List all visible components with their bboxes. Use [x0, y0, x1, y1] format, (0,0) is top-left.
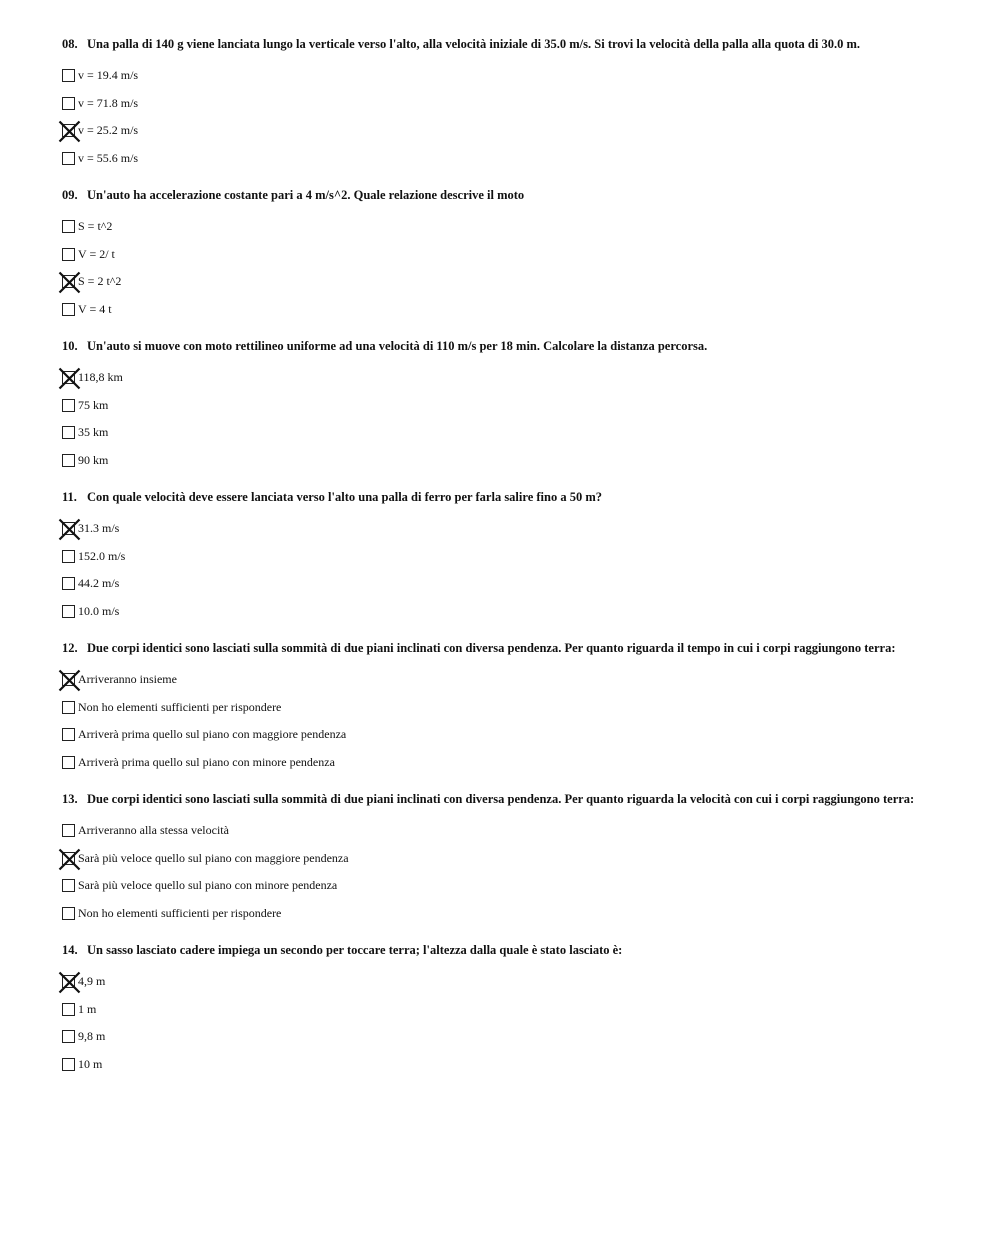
- question-block: [62, 640, 982, 776]
- x-mark-icon: [58, 120, 81, 143]
- question-block: [62, 791, 982, 927]
- x-mark-icon: [58, 271, 81, 294]
- option-label: v = 25.2 m/s: [78, 123, 139, 138]
- checkbox[interactable]: [62, 248, 75, 261]
- answer-option[interactable]: [62, 364, 982, 392]
- answer-option[interactable]: [62, 117, 982, 145]
- checkbox[interactable]: [62, 1003, 75, 1016]
- answer-option[interactable]: [62, 817, 982, 845]
- checkbox[interactable]: [62, 426, 75, 439]
- option-label: 44.2 m/s: [78, 576, 120, 591]
- option-label: 90 km: [78, 453, 109, 468]
- option-label: Non ho elementi sufficienti per rispondere: [78, 906, 282, 921]
- question-number: 08.: [62, 37, 78, 51]
- option-label: 118,8 km: [78, 370, 123, 385]
- checkbox[interactable]: [62, 454, 75, 467]
- answer-option[interactable]: [62, 749, 982, 777]
- question-block: [62, 942, 982, 1078]
- answer-option[interactable]: [62, 241, 982, 269]
- checkbox-checked[interactable]: [62, 522, 75, 535]
- checkbox-checked[interactable]: [62, 975, 75, 988]
- option-label: 10 m: [78, 1057, 103, 1072]
- checkbox-checked[interactable]: [62, 124, 75, 137]
- checkbox[interactable]: [62, 399, 75, 412]
- option-label: V = 4 t: [78, 302, 112, 317]
- option-label: Arriveranno alla stessa velocità: [78, 823, 229, 838]
- checkbox[interactable]: [62, 550, 75, 563]
- answer-option[interactable]: [62, 62, 982, 90]
- answer-option[interactable]: [62, 419, 982, 447]
- x-mark-icon: [58, 971, 81, 994]
- question-number: 11.: [62, 490, 77, 504]
- x-mark-icon: [58, 669, 81, 692]
- option-label: v = 19.4 m/s: [78, 68, 139, 83]
- option-label: Arriverà prima quello sul piano con minore pendenza: [78, 755, 335, 770]
- checkbox[interactable]: [62, 69, 75, 82]
- option-label: Sarà più veloce quello sul piano con maggiore pendenza: [78, 850, 349, 865]
- answer-option[interactable]: [62, 515, 982, 543]
- question-number: 10.: [62, 339, 78, 353]
- question-text: Un sasso lasciato cadere impiega un secondo per toccare terra; l'altezza dalla quale è stato lasciato è:: [87, 943, 623, 957]
- x-mark-icon: [58, 518, 81, 541]
- checkbox[interactable]: [62, 303, 75, 316]
- answer-option[interactable]: [62, 872, 982, 900]
- answer-option[interactable]: [62, 996, 982, 1024]
- answer-option[interactable]: [62, 900, 982, 928]
- checkbox[interactable]: [62, 879, 75, 892]
- answer-options: [62, 213, 982, 323]
- checkbox[interactable]: [62, 97, 75, 110]
- option-label: Sarà più veloce quello sul piano con minore pendenza: [78, 878, 338, 893]
- answer-option[interactable]: [62, 296, 982, 324]
- option-label: V = 2/ t: [78, 246, 115, 261]
- option-label: 1 m: [78, 1001, 97, 1016]
- question-block: [62, 489, 982, 625]
- answer-option[interactable]: [62, 90, 982, 118]
- answer-option[interactable]: [62, 145, 982, 173]
- checkbox[interactable]: [62, 907, 75, 920]
- option-label: 35 km: [78, 425, 109, 440]
- answer-option[interactable]: [62, 447, 982, 475]
- question-header: [62, 640, 982, 656]
- question-header: [62, 36, 982, 52]
- answer-option[interactable]: [62, 268, 982, 296]
- question-text: Due corpi identici sono lasciati sulla sommità di due piani inclinati con diversa pendenza. Per quanto riguarda il tempo in cui i corpi raggiungono terra:: [87, 641, 896, 655]
- checkbox[interactable]: [62, 605, 75, 618]
- option-label: 9,8 m: [78, 1029, 106, 1044]
- question-number: 09.: [62, 188, 78, 202]
- checkbox[interactable]: [62, 756, 75, 769]
- question-text: Un'auto ha accelerazione costante pari a 4 m/s^2. Quale relazione descrive il moto: [87, 188, 525, 202]
- question-number: 13.: [62, 792, 78, 806]
- option-label: 10.0 m/s: [78, 604, 120, 619]
- question-header: [62, 187, 982, 203]
- checkbox[interactable]: [62, 152, 75, 165]
- question-text: Una palla di 140 g viene lanciata lungo la verticale verso l'alto, alla velocità iniziale di 35.0 m/s. Si trovi la velocità della palla alla quota di 30.0 m.: [87, 37, 861, 51]
- question-header: [62, 338, 982, 354]
- answer-options: [62, 968, 982, 1078]
- x-mark-icon: [58, 367, 81, 390]
- answer-options: [62, 817, 982, 927]
- answer-options: [62, 364, 982, 474]
- checkbox[interactable]: [62, 1058, 75, 1071]
- question-header: [62, 791, 982, 807]
- question-text: Due corpi identici sono lasciati sulla sommità di due piani inclinati con diversa pendenza. Per quanto riguarda la velocità con cui i corpi raggiungono terra:: [87, 792, 915, 806]
- option-label: v = 55.6 m/s: [78, 151, 139, 166]
- answer-options: [62, 62, 982, 172]
- answer-options: [62, 666, 982, 776]
- checkbox[interactable]: [62, 1030, 75, 1043]
- checkbox[interactable]: [62, 577, 75, 590]
- question-text: Un'auto si muove con moto rettilineo uniforme ad una velocità di 110 m/s per 18 min. Calcolare la distanza percorsa.: [87, 339, 708, 353]
- question-number: 12.: [62, 641, 78, 655]
- answer-option[interactable]: [62, 1051, 982, 1079]
- option-label: 152.0 m/s: [78, 548, 126, 563]
- option-label: 75 km: [78, 397, 109, 412]
- checkbox[interactable]: [62, 728, 75, 741]
- x-mark-icon: [58, 848, 81, 871]
- answer-option[interactable]: [62, 392, 982, 420]
- checkbox[interactable]: [62, 824, 75, 837]
- option-label: S = t^2: [78, 219, 113, 234]
- option-label: S = 2 t^2: [78, 274, 122, 289]
- question-block: [62, 338, 982, 474]
- answer-option[interactable]: [62, 213, 982, 241]
- option-label: Arriveranno insieme: [78, 672, 177, 687]
- answer-option[interactable]: [62, 721, 982, 749]
- option-label: Non ho elementi sufficienti per rispondere: [78, 699, 282, 714]
- answer-option[interactable]: [62, 694, 982, 722]
- checkbox-checked[interactable]: [62, 852, 75, 865]
- checkbox-checked[interactable]: [62, 275, 75, 288]
- question-block: [62, 187, 982, 323]
- question-header: [62, 942, 982, 958]
- answer-option[interactable]: [62, 543, 982, 571]
- checkbox-checked[interactable]: [62, 673, 75, 686]
- option-label: 4,9 m: [78, 974, 106, 989]
- answer-option[interactable]: [62, 666, 982, 694]
- question-header: [62, 489, 982, 505]
- option-label: Arriverà prima quello sul piano con maggiore pendenza: [78, 727, 347, 742]
- answer-option[interactable]: [62, 968, 982, 996]
- question-block: [62, 36, 982, 172]
- question-number: 14.: [62, 943, 78, 957]
- answer-option[interactable]: [62, 598, 982, 626]
- answer-option[interactable]: [62, 570, 982, 598]
- option-label: v = 71.8 m/s: [78, 95, 139, 110]
- checkbox[interactable]: [62, 220, 75, 233]
- answer-option[interactable]: [62, 1023, 982, 1051]
- checkbox[interactable]: [62, 701, 75, 714]
- checkbox-checked[interactable]: [62, 371, 75, 384]
- option-label: 31.3 m/s: [78, 521, 120, 536]
- answer-option[interactable]: [62, 845, 982, 873]
- question-text: Con quale velocità deve essere lanciata verso l'alto una palla di ferro per farla salire fino a 50 m?: [87, 490, 602, 504]
- answer-options: [62, 515, 982, 625]
